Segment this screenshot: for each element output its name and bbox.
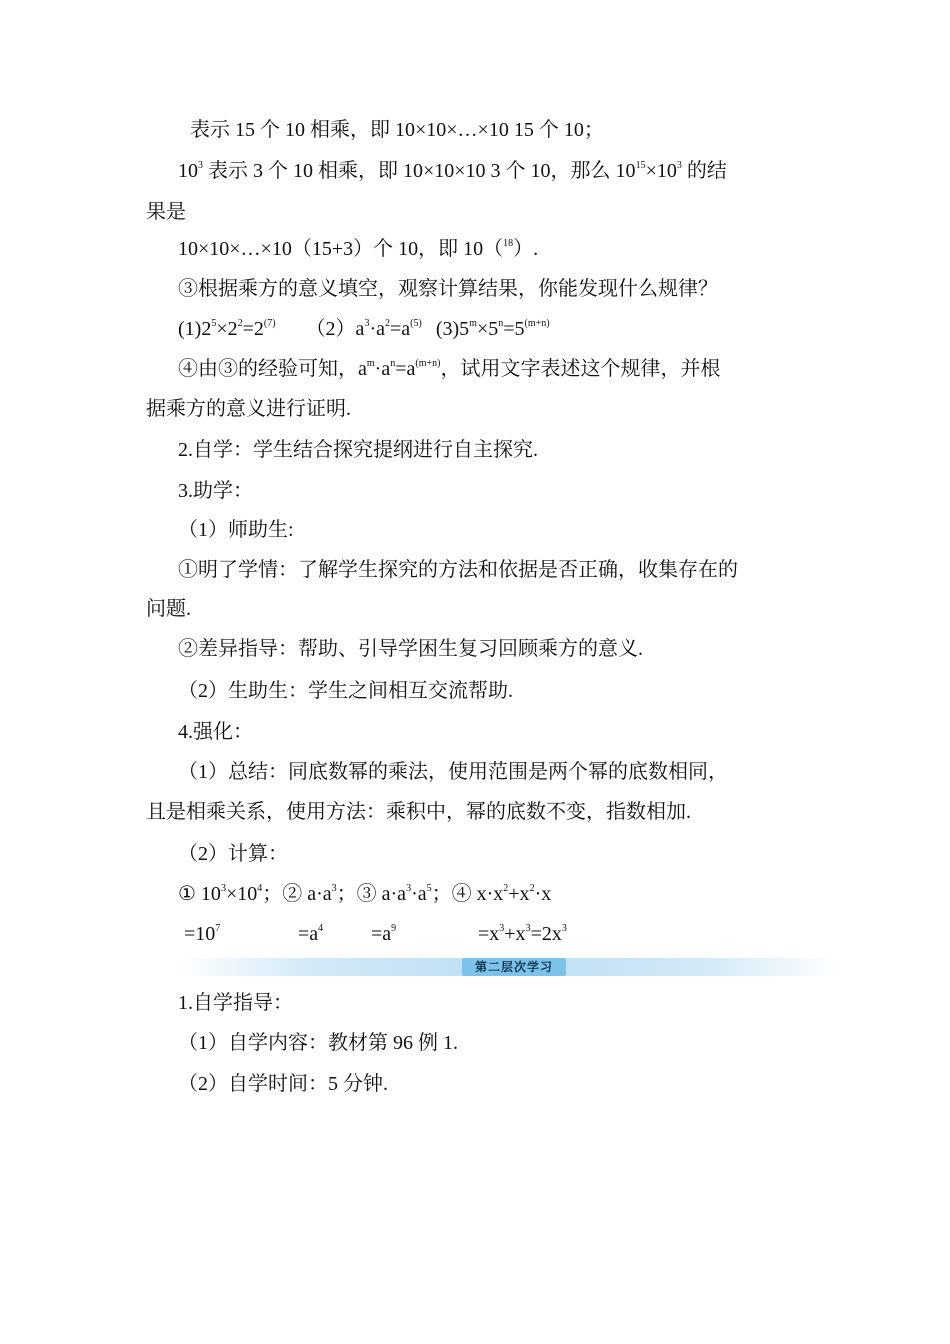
line-12: ①明了学情：了解学生探究的方法和依据是否正确，收集存在的 (178, 559, 738, 581)
line-22: 1.自学指导： (178, 992, 293, 1014)
line-5: ③根据乘方的意义填空，观察计算结果，你能发现什么规律？ (178, 278, 718, 300)
line-24: （2）自学时间：5 分钟. (178, 1073, 388, 1095)
line-17: （1）总结：同底数幂的乘法，使用范围是两个幂的底数相同， (178, 761, 728, 783)
line-18: 且是相乘关系，使用方法：乘积中，幂的底数不变，指数相加. (146, 801, 691, 823)
line-10: 3.助学： (178, 480, 253, 502)
line-23: （1）自学内容：教材第 96 例 1. (178, 1032, 458, 1054)
line-4: 10×10×…×10（15+3）个 10，即 10（$^{18}$）. (178, 238, 539, 260)
line-2: $10^3$ 表示 3 个 10 相乘，即 10×10×10 3 个 10，那么 $10^{15}\times 10^3$ 的结 (178, 160, 727, 182)
line-11: （1）师助生: (178, 519, 294, 541)
line-7: ④由③的经验可知，$a^m\cdot a^n=a^{(m+n)}$，试用文字表述这个规律，并根 (178, 358, 721, 380)
answer-2: $=a^4$ (298, 923, 324, 945)
line-3: 果是 (146, 201, 186, 223)
section-banner-label: 第二层次学习 (462, 958, 566, 976)
line-1: 表示 15 个 10 相乘，即 10×10×…×10 15 个 10； (190, 119, 604, 141)
answer-1: $=10^7$ (184, 923, 221, 945)
line-19: （2）计算： (178, 843, 288, 865)
answer-4: $=x^3+x^3=2x^3$ (478, 923, 567, 945)
line-14: ②差异指导：帮助、引导学困生复习回顾乘方的意义. (178, 638, 643, 660)
line-9: 2.自学：学生结合探究提纲进行自主探究. (178, 439, 538, 461)
line-6-exponent-rules: $(1)2^5\times 2^2=2^{(7)}$ $(2)a^3\cdot a^2=a^{(5)}$ $(3)5^m\times 5^n=5^{(m+n)}$ (178, 318, 550, 340)
line-16: 4.强化： (178, 721, 253, 743)
line-8: 据乘方的意义进行证明. (146, 398, 351, 420)
line-15: （2）生助生：学生之间相互交流帮助. (178, 680, 513, 702)
line-13: 问题. (146, 598, 191, 620)
answer-3: $=a^9$ (371, 923, 397, 945)
line-20-exercises: ① $10^3\times 10^4$；② $a\cdot a^3$；③ $a\cdot a^3\cdot a^5$；④ $x\cdot x^2+x^2\cdot x$ (178, 883, 552, 905)
